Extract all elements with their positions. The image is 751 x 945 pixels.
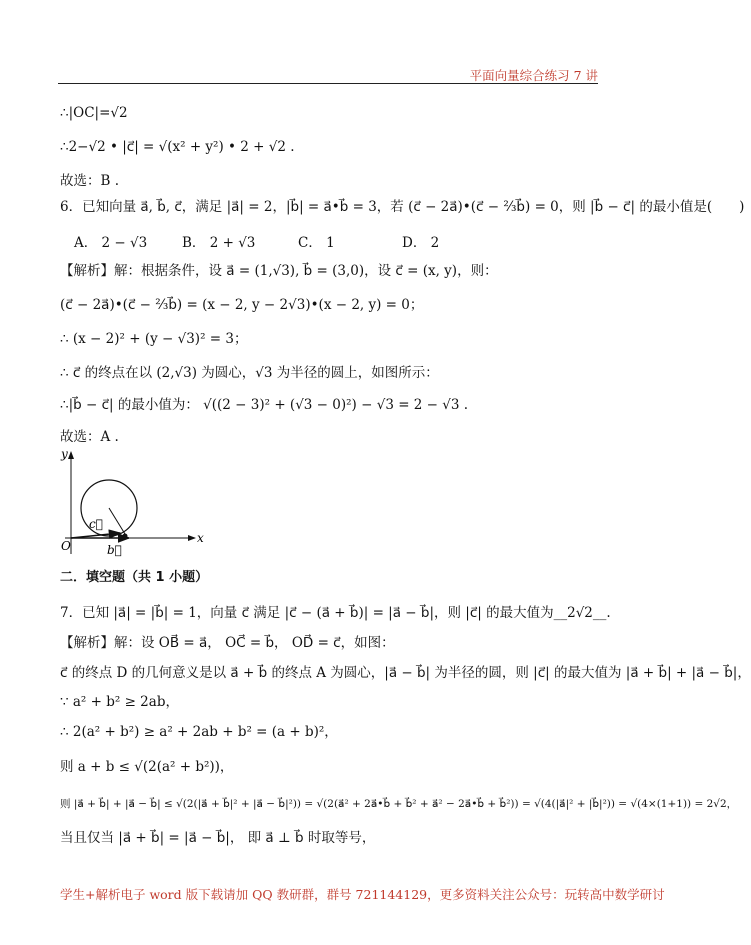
- solution-line: 【解析】解：根据条件，设 a⃗ = (1,√3), b⃗ = (3,0)，设 c⃗ = (x, y)，则：: [60, 263, 498, 279]
- radius-segment: [109, 508, 125, 534]
- header-divider: [58, 83, 598, 84]
- solution-line: ∴ 2(a² + b²) ≥ a² + 2ab + b² = (a + b)²，: [60, 724, 338, 740]
- solution-line: 【解析】解：设 OB⃗ = a⃗， OC⃗ = b⃗， OD⃗ = c⃗，如图：: [60, 635, 395, 651]
- solution-line: ∴2−√2 • |c⃗| = √(x² + y²) • 2 + √2 .: [60, 139, 295, 155]
- solution-line: ∵ a² + b² ≥ 2ab，: [60, 694, 179, 710]
- solution-line: 故选：B .: [60, 173, 120, 189]
- solution-line: 则 a + b ≤ √(2(a² + b²))，: [60, 759, 234, 775]
- vector-b-label: b⃗: [107, 543, 122, 557]
- origin-label: O: [61, 539, 71, 553]
- y-axis-label: y: [61, 447, 68, 461]
- option-c: C． 1: [298, 235, 335, 251]
- option-a: A． 2 − √3: [74, 235, 148, 251]
- solution-line: c⃗ 的终点 D 的几何意义是以 a⃗ + b⃗ 的终点 A 为圆心，|a⃗ − b⃗| 为半径的圆，则 |c⃗| 的最大值为 |a⃗ + b⃗| + |a⃗ − b⃗|，: [60, 665, 751, 681]
- section-heading: 二．填空题（共 1 小题）: [60, 570, 209, 585]
- footer-promo-text: 学生+解析电子 word 版下载请加 QQ 教研群，群号 721144129，更多资料关注公众号：玩转高中数学研讨: [60, 887, 665, 902]
- solution-line: ∴ c⃗ 的终点在以 (2,√3) 为圆心，√3 为半径的圆上，如图所示：: [60, 365, 439, 381]
- vector-c-label: c⃗: [89, 517, 103, 531]
- solution-line: ∴|OC|=√2: [60, 105, 128, 121]
- solution-line: ∴ (x − 2)² + (y − √3)² = 3；: [60, 331, 248, 347]
- solution-line: (c⃗ − 2a⃗)•(c⃗ − ⅔b⃗) = (x − 2, y − 2√3)•(x − 2, y) = 0；: [60, 297, 424, 313]
- nearest-point: [123, 534, 128, 539]
- solution-line: 当且仅当 |a⃗ + b⃗| = |a⃗ − b⃗|， 即 a⃗ ⊥ b⃗ 时取等号，: [60, 830, 376, 846]
- question-7: 7．已知 |a⃗| = |b⃗| = 1，向量 c⃗ 满足 |c⃗ − (a⃗ + b⃗)| = |a⃗ − b⃗|，则 |c⃗| 的最大值为__2√2__.: [60, 605, 611, 621]
- page-header-title: 平面向量综合练习 7 讲: [469, 68, 598, 83]
- solution-line: 故选：A .: [60, 429, 119, 445]
- solution-line: ∴|b⃗ − c⃗| 的最小值为： √((2 − 3)² + (√3 − 0)²) − √3 = 2 − √3 .: [60, 397, 469, 413]
- option-b: B． 2 + √3: [182, 235, 256, 251]
- option-d: D． 2: [402, 235, 440, 251]
- solution-line: 则 |a⃗ + b⃗| + |a⃗ − b⃗| ≤ √(2(|a⃗ + b⃗|² + |a⃗ − b⃗|²)) = √(2(a⃗² + 2a⃗•b⃗ + b⃗² + a⃗² − 2a⃗•b⃗ + b⃗²)) = √(4(|a⃗|² + |b⃗|²)) = √(4×(1+1)) = 2√2，: [60, 798, 738, 810]
- circle-figure: [55, 446, 215, 561]
- question-6: 6．已知向量 a⃗, b⃗, c⃗，满足 |a⃗| = 2，|b⃗| = a⃗•b⃗ = 3，若 (c⃗ − 2a⃗)•(c⃗ − ⅔b⃗) = 0，则 |b⃗ − c⃗| 的最小值是( ): [60, 199, 745, 215]
- x-axis-label: x: [197, 531, 204, 545]
